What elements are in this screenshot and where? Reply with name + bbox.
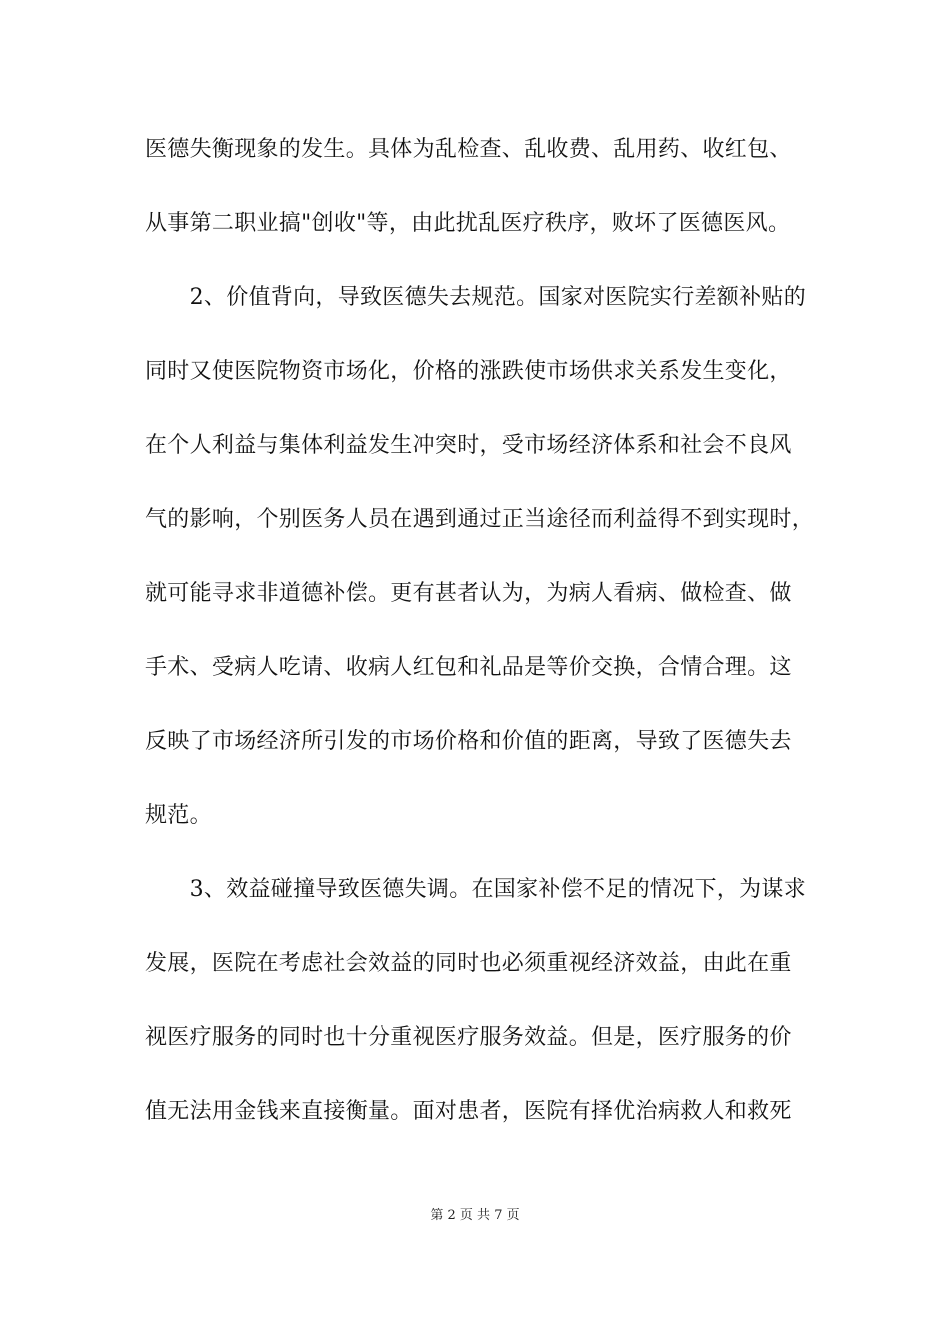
text-line: 发展，医院在考虑社会效益的同时也必须重视经济效益，由此在重 (145, 951, 792, 976)
page-number: 第 2 页 共 7 页 (430, 1208, 520, 1223)
text-line: 2、价值背向，导致医德失去规范。国家对医院实行差额补贴的 (145, 285, 806, 310)
text-line: 反映了市场经济所引发的市场价格和价值的距离，导致了医德失去 (145, 729, 792, 754)
page-footer (0, 1206, 950, 1226)
text-line: 就可能寻求非道德补偿。更有甚者认为，为病人看病、做检查、做 (145, 581, 792, 606)
text-line: 3、效益碰撞导致医德失调。在国家补偿不足的情况下，为谋求 (145, 877, 806, 902)
body-text (145, 131, 825, 1167)
text-line: 医德失衡现象的发生。具体为乱检查、乱收费、乱用药、收红包、 (145, 137, 792, 162)
text-line: 手术、受病人吃请、收病人红包和礼品是等价交换，合情合理。这 (145, 655, 792, 680)
text-line: 值无法用金钱来直接衡量。面对患者，医院有择优治病救人和救死 (145, 1099, 792, 1124)
text-line: 同时又使医院物资市场化，价格的涨跌使市场供求关系发生变化， (145, 359, 792, 384)
text-line: 在个人利益与集体利益发生冲突时，受市场经济体系和社会不良风 (145, 433, 792, 458)
text-line: 规范。 (145, 803, 212, 828)
text-line: 视医疗服务的同时也十分重视医疗服务效益。但是，医疗服务的价 (145, 1025, 792, 1050)
text-line: 气的影响，个别医务人员在遇到通过正当途径而利益得不到实现时， (145, 507, 815, 532)
text-line: 从事第二职业搞"创收"等，由此扰乱医疗秩序，败坏了医德医风。 (145, 211, 791, 236)
